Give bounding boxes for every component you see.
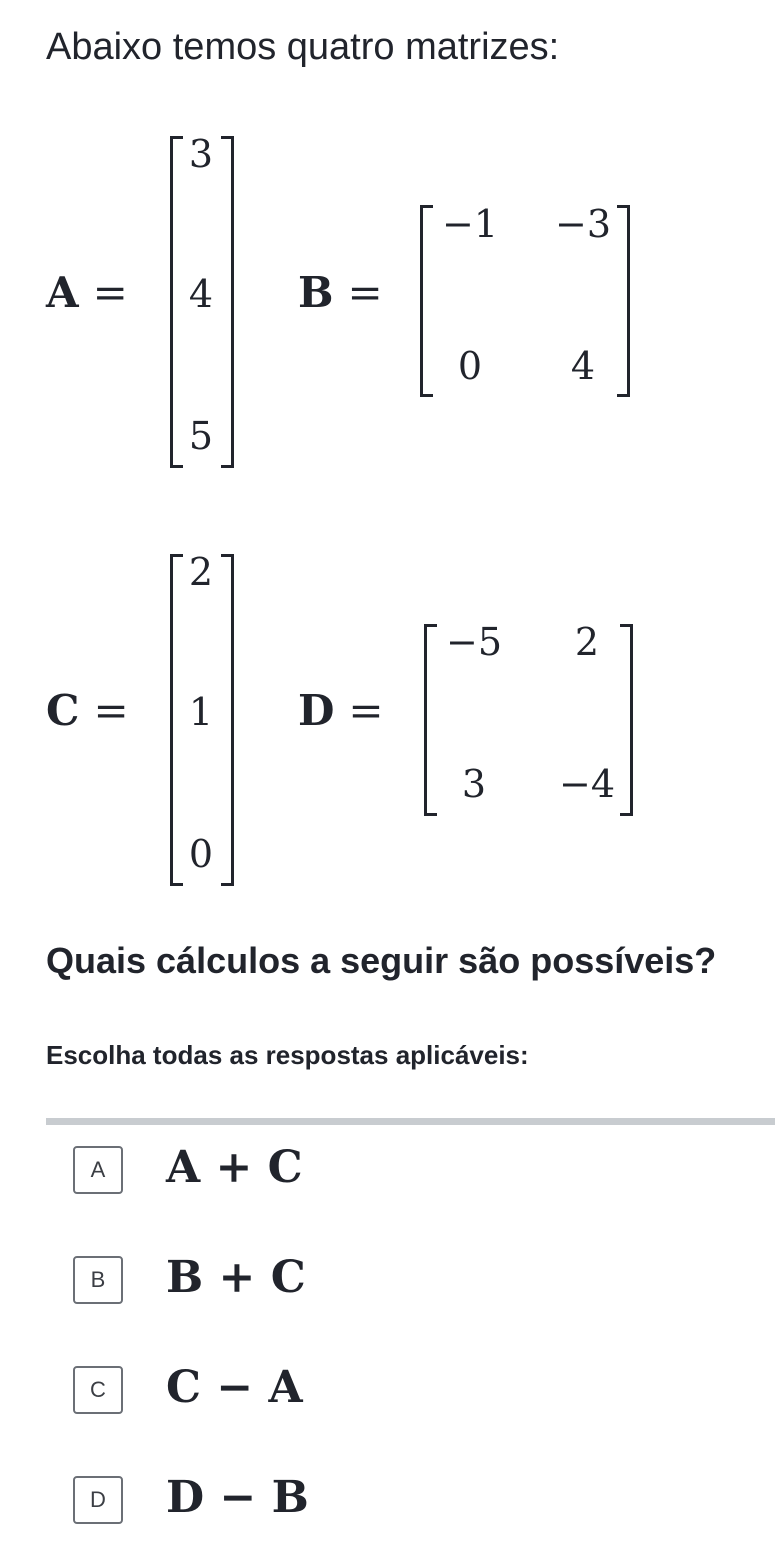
matrix-d-cell: 3	[461, 762, 487, 806]
matrix-b-cell: −3	[554, 202, 612, 246]
choice-d[interactable]	[46, 1458, 775, 1548]
choice-c[interactable]	[46, 1348, 775, 1438]
choice-expression: D − B	[166, 1472, 309, 1523]
matrix-c-cell: 1	[188, 690, 214, 734]
matrix-d-equals: =	[348, 686, 384, 735]
matrix-b-cell: 0	[457, 344, 483, 388]
matrix-a-cell: 3	[188, 132, 214, 176]
choice-expression: C − A	[166, 1362, 303, 1413]
matrix-a-right-bracket	[221, 136, 234, 468]
choice-letter-badge[interactable]: A	[73, 1146, 123, 1194]
choice-letter-badge[interactable]: B	[73, 1256, 123, 1304]
matrix-d-cell: −5	[445, 620, 503, 664]
instruction-text: Escolha todas as respostas aplicáveis:	[46, 1040, 529, 1070]
matrix-b-cell: 4	[570, 344, 596, 388]
choice-letter-badge[interactable]: C	[73, 1366, 123, 1414]
intro-text: Abaixo temos quatro matrizes:	[46, 26, 560, 68]
matrix-a-name: A	[46, 268, 79, 317]
matrix-b-equals: =	[347, 268, 383, 317]
matrix-c-right-bracket	[221, 554, 234, 886]
matrix-b-cell: −1	[441, 202, 499, 246]
choice-expression: B + C	[166, 1252, 306, 1303]
matrix-d-cell: −4	[558, 762, 616, 806]
matrix-c-cell: 0	[188, 832, 214, 876]
matrix-b-name: B	[298, 268, 334, 317]
matrix-d-name: D	[298, 686, 335, 735]
matrix-a-cell: 4	[188, 272, 214, 316]
matrix-c-equals: =	[93, 686, 129, 735]
question-text: Quais cálculos a seguir são possíveis?	[46, 940, 717, 981]
choice-a[interactable]	[46, 1128, 775, 1218]
matrix-c-cell: 2	[188, 550, 214, 594]
choice-b[interactable]	[46, 1238, 775, 1328]
choice-expression: A + C	[166, 1142, 303, 1193]
matrix-a-equals: =	[92, 268, 128, 317]
matrix-a-cell: 5	[188, 414, 214, 458]
choice-letter-badge[interactable]: D	[73, 1476, 123, 1524]
divider	[46, 1118, 775, 1125]
matrix-d-cell: 2	[574, 620, 600, 664]
matrix-c-name: C	[46, 686, 80, 735]
